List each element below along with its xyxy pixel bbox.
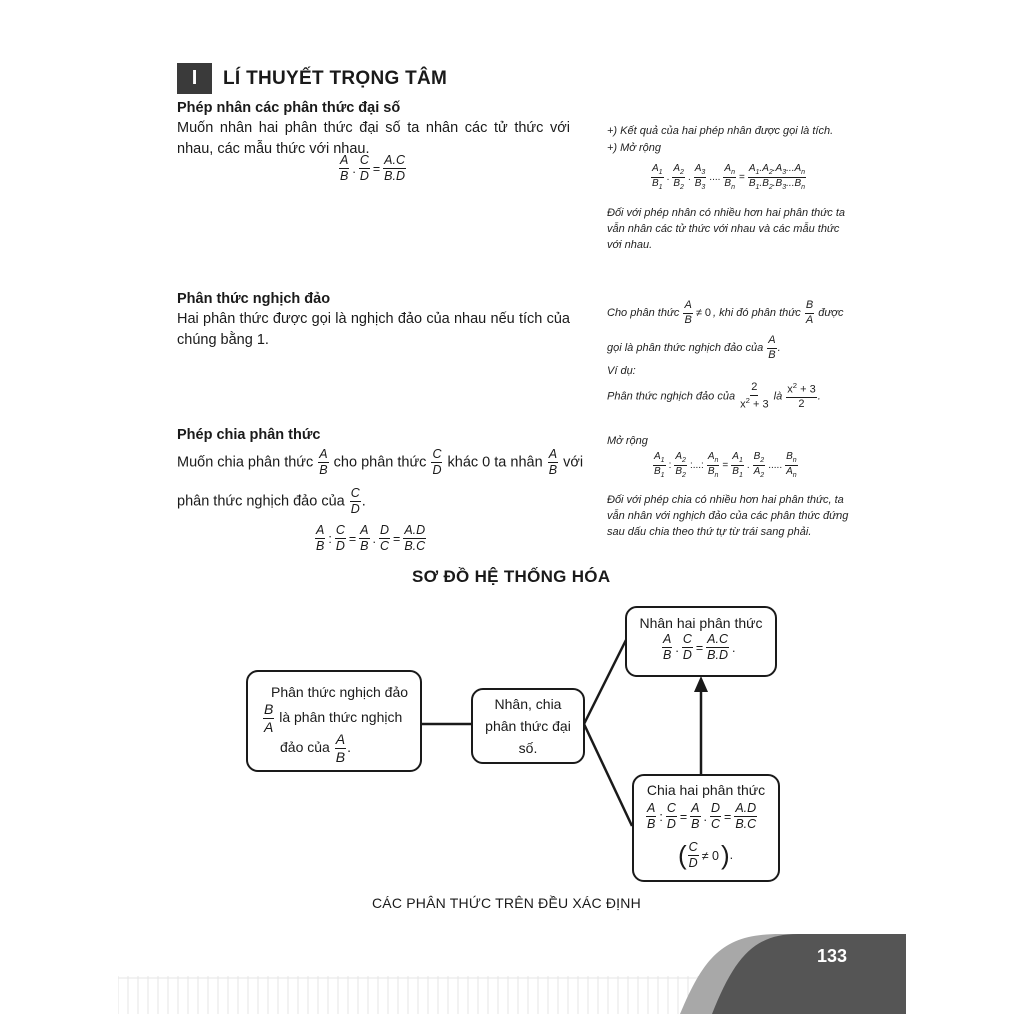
diagram-box-multiply xyxy=(625,606,777,677)
left-line1: Phân thức nghịch đảo xyxy=(271,684,409,700)
note-extend-div: Mở rộng xyxy=(607,435,648,447)
division-text-a: Muốn chia phân thức xyxy=(177,454,314,471)
note-called: gọi là phân thức nghịch đảo của xyxy=(607,341,764,354)
note-many-mult: Đối với phép nhân có nhiều hơn hai phân thức ta vẫn nhân các tử thức với nhau và các mẫu thức với nhau. xyxy=(607,207,845,251)
note-extend-mult: +) Mở rộng xyxy=(607,142,662,154)
note-product: +) Kết quả của hai phép nhân được gọi là tích. xyxy=(607,125,834,137)
division-text-d: với xyxy=(563,454,584,471)
reciprocal-heading: Phân thức nghịch đảo xyxy=(177,291,331,307)
bottom-title: Chia hai phân thức xyxy=(646,782,766,798)
center-text: Nhân, chia phân thức đại số. xyxy=(485,696,571,756)
note-then: , khi đó phân thức xyxy=(713,306,801,319)
left-line2-text: là phân thức nghịch xyxy=(279,708,403,725)
note-given: Cho phân thức xyxy=(607,306,680,319)
division-text-e: phân thức nghịch đảo của xyxy=(177,493,345,510)
left-line3: đảo của $\frac{A}{B}$ . xyxy=(280,731,351,765)
multiplication-text: Muốn nhân hai phân thức đại số ta nhân các tử thức với nhau, các mẫu thức với nhau. xyxy=(177,120,570,157)
arrow-head-icon xyxy=(694,676,708,692)
page-number: 133 xyxy=(816,946,848,966)
top-title: Nhân hai phân thức xyxy=(639,615,763,631)
reciprocal-text: Hai phân thức được gọi là nghịch đảo của nhau nếu tích của chúng bằng 1. xyxy=(177,311,570,348)
division-heading: Phép chia phân thức xyxy=(177,427,321,443)
page-tab xyxy=(680,934,906,1014)
section-badge: I xyxy=(177,63,212,94)
reciprocal-note-line1: Cho phân thức $\frac{A}{B}$ ≠ 0 , khi đó phân thức $\frac{B}{A}$ được xyxy=(607,299,844,326)
bottom-decoration xyxy=(118,976,708,1014)
section-title: LÍ THUYẾT TRỌNG TÂM xyxy=(223,68,448,89)
bottom-condition: ( $\frac{C}{D}$ ≠ 0). xyxy=(678,839,734,870)
division-text-line1: Muốn chia phân thức $\frac{A}{B}$ cho phân thức $\frac{C}{D}$ khác 0 ta nhân $\frac{A}{B}$ với xyxy=(177,447,584,478)
diagram-title: SƠ ĐỒ HỆ THỐNG HÓA xyxy=(412,567,611,586)
multiplication-formula: $\frac{A}{B}$ . $\frac{C}{D}$ = $\frac{A.C}{B.D}$ xyxy=(340,153,406,184)
reciprocal-note-line2: gọi là phân thức nghịch đảo của $\frac{A}{B}$ . xyxy=(607,334,781,361)
example-label: Ví dụ: xyxy=(607,365,636,377)
bottom-formula: $\frac{A}{B}$ : $\frac{C}{D}$ = $\frac{A}{B}$ . $\frac{D}{C}$ = $\frac{A.D}{B.C}$ xyxy=(647,801,757,832)
diagram-box-reciprocal xyxy=(246,670,422,772)
connector-bottom xyxy=(584,724,632,826)
extended-division-formula: $\frac{A_1}{B_1}$ : $\frac{A_2}{B_2}$ :...: $\frac{A_n}{B_n}$ = $\frac{A_1}{B_1}$ . $\frac{B_2}{A_2}$ ..... $\frac{B_n}{A_n}$ xyxy=(654,451,797,480)
example-line: Phân thức nghịch đảo của $\frac{2}{x^2 + 3}$ là $\frac{x^2 + 3}{2}$ . xyxy=(607,381,821,411)
left-line3-text: đảo của xyxy=(280,738,330,755)
example-text: Phân thức nghịch đảo của xyxy=(607,390,736,403)
division-text-line2: phân thức nghịch đảo của $\frac{C}{D}$ . xyxy=(177,486,366,517)
connector-top xyxy=(584,640,626,724)
top-formula: $\frac{A}{B}$ . $\frac{C}{D}$ = $\frac{A.C}{B.D}$ . xyxy=(663,632,736,663)
division-text-b: cho phân thức xyxy=(333,454,427,471)
note-then2: được xyxy=(818,306,844,319)
left-line2: $\frac{B}{A}$ là phân thức nghịch xyxy=(264,701,403,735)
note-many-div: Đối với phép chia có nhiều hơn hai phân thức, ta vẫn nhân với nghịch đảo của các phân thức đứng sau dấu chia theo thứ tự từ trái sang phải. xyxy=(607,494,849,538)
diagram-footer: CÁC PHÂN THỨC TRÊN ĐỀU XÁC ĐỊNH xyxy=(372,895,641,911)
diagram-box-divide xyxy=(632,774,780,882)
division-formula: $\frac{A}{B}$ : $\frac{C}{D}$ = $\frac{A}{B}$ . $\frac{D}{C}$ = $\frac{A.D}{B.C}$ xyxy=(316,523,426,554)
diagram-box-center xyxy=(471,688,585,764)
division-text-c: khác 0 ta nhân xyxy=(447,454,543,471)
extended-product-formula: $\frac{A_1}{B_1}$ . $\frac{A_2}{B_2}$ . $\frac{A_3}{B_3}$ .... $\frac{A_n}{B_n}$ = $\frac{A_1.A_2.A_3...A_n}{B_1.B_2.B_3...B_n}$ xyxy=(652,163,806,192)
multiplication-heading: Phép nhân các phân thức đại số xyxy=(177,100,401,116)
example-is: là xyxy=(773,390,783,403)
